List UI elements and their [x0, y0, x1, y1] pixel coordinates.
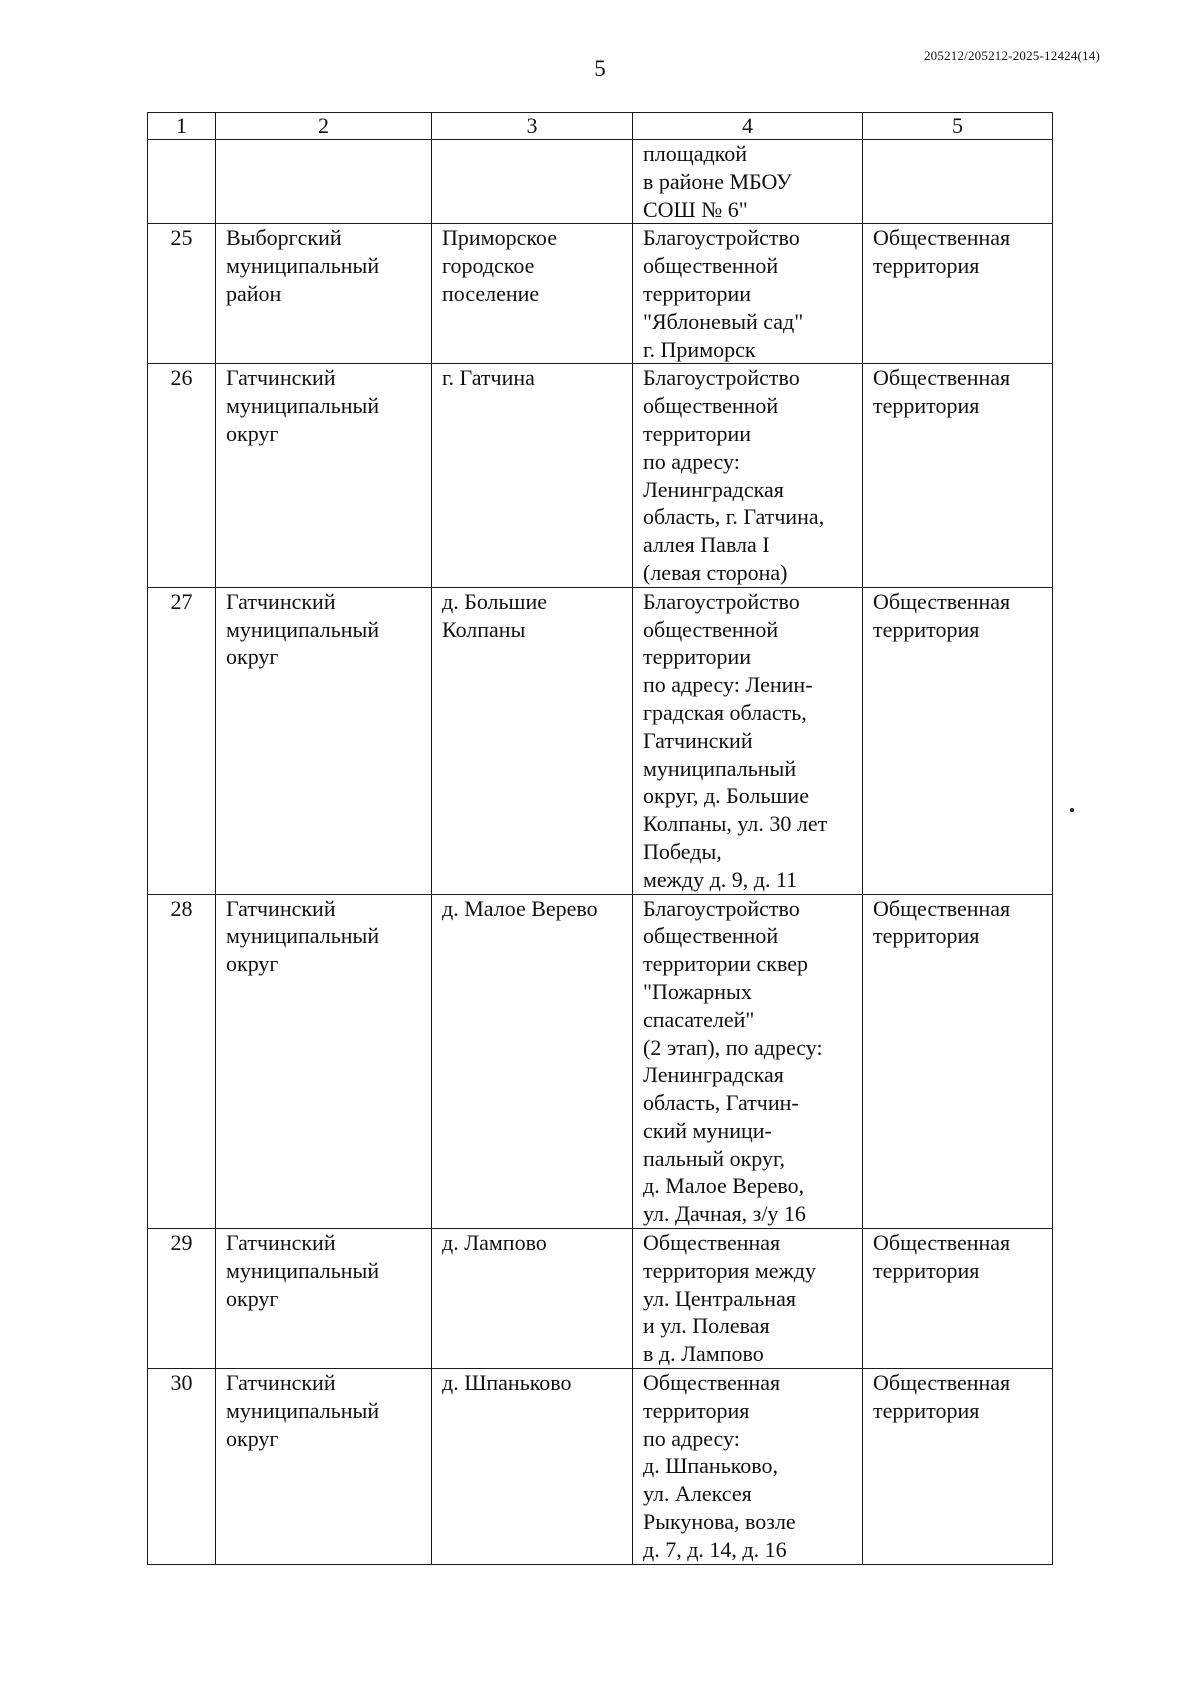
cell-text-line: территория [873, 1257, 980, 1283]
cell-text-line: Гатчинский [226, 1230, 336, 1256]
cell-text-line: Общественная [873, 365, 1011, 391]
cell-text-line: Благоустройство [643, 365, 800, 391]
cell-text-line: муниципальный [226, 1257, 380, 1283]
cell-text-line: территория между [643, 1257, 816, 1283]
cell-text-line: территория [873, 253, 980, 279]
cell-text-line: территория [643, 1397, 750, 1423]
cell-text-line: муниципальный [226, 616, 380, 642]
territory-type-cell [863, 1369, 1053, 1565]
project-name-cell [633, 894, 863, 1229]
table-body [148, 140, 1053, 1565]
cell-text-line: округ [226, 1285, 279, 1311]
table-row [148, 1369, 1053, 1565]
row-number-cell: 30 [148, 1369, 216, 1565]
settlement-cell [432, 224, 633, 364]
cell-text-line: Ленинградская [643, 476, 784, 502]
territory-type-cell [863, 587, 1053, 894]
cell-text-line: площадкой [643, 141, 747, 166]
cell-text-line: Благоустройство [643, 895, 800, 921]
cell-text-line: муниципальный [226, 393, 380, 419]
cell-text-line: Гатчинский [226, 365, 336, 391]
cell-text-line: г. Приморск [643, 336, 756, 362]
project-name-cell [633, 1229, 863, 1369]
cell-text-line: в районе МБОУ [643, 168, 792, 194]
cell-text-line: д. Шпаньково [442, 1370, 572, 1396]
cell-text-line: Благоустройство [643, 588, 800, 614]
column-header-5: 5 [863, 113, 1053, 140]
cell-text-line: д. Большие [442, 588, 548, 614]
settlement-cell [432, 140, 633, 224]
cell-text-line: Гатчинский [226, 895, 336, 921]
cell-text-line: между д. 9, д. 11 [643, 866, 798, 892]
cell-text-line: округ [226, 644, 279, 670]
cell-text-line: Приморское [442, 225, 557, 251]
column-header-2: 2 [216, 113, 432, 140]
settlement-cell [432, 587, 633, 894]
settlement-cell [432, 894, 633, 1229]
municipality-cell [216, 894, 432, 1229]
cell-text-line: область, Гатчин- [643, 1090, 799, 1116]
cell-text-line: территория [873, 923, 980, 949]
cell-text-line: Общественная [873, 895, 1011, 921]
cell-text-line: д. Малое Верево [442, 895, 598, 921]
cell-text-line: территория [873, 616, 980, 642]
cell-text-line: Колпаны, ул. 30 лет [643, 811, 828, 837]
territory-type-cell [863, 1229, 1053, 1369]
cell-text-line: Победы, [643, 838, 722, 864]
cell-text-line: д. Шпаньково, [643, 1453, 779, 1479]
cell-text-line: территории [643, 280, 752, 306]
table-row [148, 1229, 1053, 1369]
cell-text-line: поселение [442, 280, 540, 306]
project-name-cell [633, 140, 863, 224]
settlement-cell [432, 1369, 633, 1565]
municipality-cell [216, 1369, 432, 1565]
cell-text-line: ул. Алексея [643, 1481, 752, 1507]
cell-text-line: муниципальный [643, 755, 797, 781]
project-name-cell [633, 587, 863, 894]
territory-type-cell [863, 140, 1053, 224]
cell-text-line: Общественная [643, 1230, 781, 1256]
municipality-cell [216, 587, 432, 894]
cell-text-line: округ, д. Большие [643, 783, 809, 809]
cell-text-line: г. Гатчина [442, 365, 535, 391]
row-number-cell: 26 [148, 364, 216, 587]
table-row [148, 894, 1053, 1229]
territory-type-cell [863, 894, 1053, 1229]
cell-text-line: Гатчинский [226, 1370, 336, 1396]
cell-text-line: территория [873, 393, 980, 419]
cell-text-line: муниципальный [226, 1397, 380, 1423]
municipality-cell [216, 140, 432, 224]
cell-text-line: общественной [643, 393, 779, 419]
municipality-cell [216, 364, 432, 587]
document-id: 205212/205212-2025-12424(14) [923, 48, 1100, 63]
column-header-4: 4 [633, 113, 863, 140]
cell-text-line: округ [226, 951, 279, 977]
cell-text-line: городское [442, 253, 535, 279]
settlement-cell [432, 1229, 633, 1369]
cell-text-line: в д. Лампово [643, 1341, 764, 1367]
table-row [148, 364, 1053, 587]
table-row [148, 140, 1053, 224]
project-name-cell [633, 364, 863, 587]
column-header-3: 3 [432, 113, 633, 140]
cell-text-line: территории сквер [643, 951, 808, 977]
cell-text-line: общественной [643, 253, 779, 279]
cell-text-line: Рыкунова, возле [643, 1509, 796, 1535]
cell-text-line: территория [873, 1397, 980, 1423]
cell-text-line: д. Малое Верево, [643, 1173, 805, 1199]
cell-text-line: и ул. Полевая [643, 1313, 770, 1339]
cell-text-line: округ [226, 1425, 279, 1451]
project-name-cell [633, 1369, 863, 1565]
cell-text-line: по адресу: [643, 448, 740, 474]
cell-text-line: СОШ № 6" [643, 196, 748, 222]
cell-text-line: "Пожарных [643, 978, 752, 1004]
cell-text-line: Гатчинский [643, 727, 753, 753]
cell-text-line: Общественная [873, 588, 1011, 614]
cell-text-line: Общественная [643, 1370, 781, 1396]
table-header-row [148, 113, 1053, 140]
cell-text-line: территории [643, 644, 752, 670]
territory-type-cell [863, 364, 1053, 587]
cell-text-line: Общественная [873, 225, 1011, 251]
cell-text-line: д. Лампово [442, 1230, 547, 1256]
cell-text-line: муниципальный [226, 253, 380, 279]
cell-text-line: аллея Павла I [643, 532, 770, 558]
settlement-cell [432, 364, 633, 587]
page-number: 5 [594, 56, 606, 81]
table-row [148, 224, 1053, 364]
cell-text-line: территории [643, 420, 752, 446]
project-name-cell [633, 224, 863, 364]
municipality-cell [216, 224, 432, 364]
cell-text-line: "Яблоневый сад" [643, 308, 804, 334]
column-header-1: 1 [148, 113, 216, 140]
cell-text-line: общественной [643, 616, 779, 642]
cell-text-line: Выборгский [226, 225, 342, 251]
row-number-cell: 25 [148, 224, 216, 364]
cell-text-line: область, г. Гатчина, [643, 504, 825, 530]
cell-text-line: муниципальный [226, 923, 380, 949]
table-row [148, 587, 1053, 894]
scan-artifact-dot [1070, 808, 1074, 812]
cell-text-line: ул. Центральная [643, 1285, 796, 1311]
row-number-cell: 28 [148, 894, 216, 1229]
cell-text-line: округ [226, 420, 279, 446]
cell-text-line: Колпаны [442, 616, 526, 642]
cell-text-line: ский муници- [643, 1117, 772, 1143]
cell-text-line: Общественная [873, 1230, 1011, 1256]
cell-text-line: спасателей" [643, 1006, 755, 1032]
municipality-cell [216, 1229, 432, 1369]
row-number-cell: 29 [148, 1229, 216, 1369]
cell-text-line: ул. Дачная, з/у 16 [643, 1201, 806, 1227]
cell-text-line: по адресу: Ленин- [643, 672, 813, 698]
row-number-cell [148, 140, 216, 224]
cell-text-line: общественной [643, 923, 779, 949]
cell-text-line: Ленинградская [643, 1062, 784, 1088]
cell-text-line: (левая сторона) [643, 559, 788, 585]
row-number-cell: 27 [148, 587, 216, 894]
cell-text-line: по адресу: [643, 1425, 740, 1451]
cell-text-line: д. 7, д. 14, д. 16 [643, 1536, 787, 1562]
cell-text-line: Общественная [873, 1370, 1011, 1396]
cell-text-line: Гатчинский [226, 588, 336, 614]
cell-text-line: пальный округ, [643, 1145, 786, 1171]
territory-type-cell [863, 224, 1053, 364]
cell-text-line: район [226, 280, 282, 306]
cell-text-line: градская область, [643, 699, 807, 725]
cell-text-line: Благоустройство [643, 225, 800, 251]
projects-table [147, 112, 1053, 1565]
cell-text-line: (2 этап), по адресу: [643, 1034, 823, 1060]
